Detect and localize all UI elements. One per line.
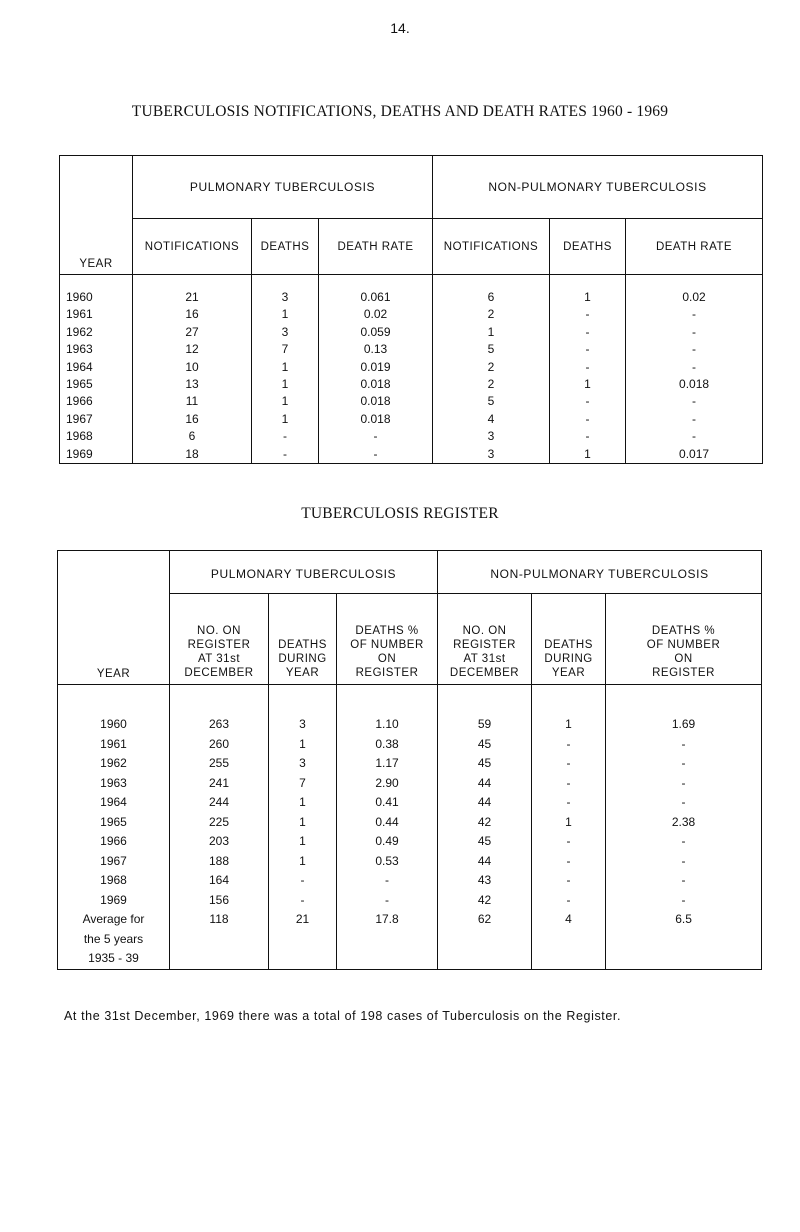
table-cell: 1960 [100,717,127,731]
table-cell [170,930,268,950]
table-cell: - [585,394,590,409]
table-cell: 1963 [100,775,127,790]
table-cell: 1 [299,834,306,848]
table-cell: - [566,853,571,868]
table-cell [337,949,437,969]
table-cell: 1962 [100,756,127,770]
table-cell: 0.53 [375,853,399,868]
table-cell: 45 [477,736,492,751]
table-cell: - [681,834,686,848]
table-cell: - [566,795,571,809]
table-cell: 1 [299,853,306,868]
table-cell: 1 [281,359,289,374]
table-cell: 1 [281,411,289,426]
register-table [57,550,762,970]
table-cell: 16 [185,411,199,426]
table-cell [606,930,761,950]
table-cell: - [692,307,697,322]
pulmonary-deaths-column [269,715,336,969]
table-cell: 1 [584,446,591,461]
table-cell: 244 [208,795,230,809]
non-pulmonary-on-register-column [438,715,531,969]
table-cell: 3 [299,717,306,731]
page-number: 14. [390,20,410,36]
table-cell: - [585,411,590,426]
table-cell: 3 [281,290,289,304]
table-cell: - [681,736,686,751]
table-cell: 0.41 [375,795,399,809]
pulmonary-on-register-column [170,715,268,969]
table-cell: 0.13 [363,342,388,357]
table-cell [532,930,605,950]
table-cell: 260 [208,736,230,751]
table-cell: 1 [565,717,572,731]
col-header-deaths-during-year: DEATHS DURING YEAR [269,594,337,685]
table-cell: - [566,892,571,907]
non-pulmonary-deaths-column [532,715,605,969]
table-cell: 1 [299,814,306,829]
table-cell: 62 [477,912,492,926]
col-header-deaths-percent: DEATHS % OF NUMBER ON REGISTER [606,594,762,685]
year-header: YEAR [60,156,133,275]
table-cell [337,930,437,950]
year-column [58,715,169,969]
table-cell: - [681,775,686,790]
table-cell: 0.49 [375,834,399,848]
table-cell: - [692,394,697,409]
table-cell: 0.02 [363,307,388,322]
col-header-notifications: NOTIFICATIONS [133,219,252,275]
table-cell: 1 [487,324,495,339]
notifications-title: TUBERCULOSIS NOTIFICATIONS, DEATHS AND DEATH RATES 1960 - 1969 [131,103,669,120]
table-cell: 12 [185,342,199,357]
table-cell: 1965 [66,376,93,391]
col-header-death-rate: DEATH RATE [319,219,433,275]
pulmonary-death-rate-column [319,289,432,463]
table-cell: - [681,853,686,868]
table-cell: - [385,873,389,887]
table-cell: 44 [477,775,492,790]
table-cell: - [692,342,697,357]
table-cell: 255 [208,756,230,770]
table-cell: - [373,429,378,444]
table-cell: - [692,359,697,374]
table-cell [532,949,605,969]
table-cell: 0.018 [360,411,391,426]
table-cell [269,949,336,969]
table-cell: 5 [487,342,495,357]
table-cell: 1 [281,376,289,391]
table-cell: 0.44 [375,814,399,829]
col-header-deaths: DEATHS [550,219,626,275]
col-header-death-rate: DEATH RATE [626,219,763,275]
table-cell: 59 [477,717,492,731]
table-cell: 188 [208,853,230,868]
table-cell: - [566,736,571,751]
table-cell: 2 [487,359,495,374]
table-cell: 6 [487,290,495,304]
table-cell: - [681,756,686,770]
table-cell: 1967 [66,411,93,426]
table-cell: 13 [185,376,199,391]
table-cell: 1.17 [375,756,399,770]
non-pulmonary-notifications-column [433,289,549,463]
table-cell: 42 [477,892,492,907]
table-cell: 42 [477,814,492,829]
table-cell [438,949,531,969]
table-cell: 1 [584,290,591,304]
non-pulmonary-deaths-percent-column [606,715,761,969]
table-cell: 2 [487,376,495,391]
table-cell: 0.018 [679,376,710,391]
table-cell: - [566,775,571,790]
table-cell: - [283,446,287,461]
table-cell: - [385,892,389,907]
table-cell: 11 [185,394,199,409]
table-cell: 2 [487,307,495,322]
table-cell: 1 [565,814,572,829]
table-cell: 7 [299,775,306,790]
table-cell: 0.059 [360,324,391,339]
non-pulmonary-group-header: NON-PULMONARY TUBERCULOSIS [433,156,763,219]
register-title: TUBERCULOSIS REGISTER [301,505,499,522]
table-cell: 1962 [66,324,93,339]
table-cell: 21 [295,912,310,926]
table-cell [438,930,531,950]
table-cell: 0.38 [375,736,399,751]
pulmonary-deaths-column [252,289,318,463]
pulmonary-group-header: PULMONARY TUBERCULOSIS [133,156,433,219]
col-header-deaths: DEATHS [252,219,319,275]
table-cell: - [585,307,590,322]
col-header-deaths-during-year: DEATHS DURING YEAR [532,594,606,685]
table-cell: 21 [185,290,199,304]
table-cell: 1966 [66,394,93,409]
table-cell: 1935 - 39 [88,951,139,965]
col-header-no-on-register: NO. ON REGISTER AT 31st DECEMBER [170,594,269,685]
table-cell [170,949,268,969]
non-pulmonary-group-header: NON-PULMONARY TUBERCULOSIS [438,551,762,594]
table-cell: 43 [477,873,492,887]
table-cell: 0.017 [679,446,710,461]
table-cell: 1960 [66,290,93,304]
table-cell: 118 [209,912,229,926]
table-cell: 1969 [100,892,127,907]
table-cell: - [692,324,697,339]
table-cell: 1961 [100,736,127,751]
table-cell: - [692,411,697,426]
table-cell: 17.8 [375,912,399,926]
table-cell: - [566,756,571,770]
col-header-no-on-register: NO. ON REGISTER AT 31st DECEMBER [438,594,532,685]
year-header: YEAR [58,551,170,685]
table-cell: 1968 [100,873,127,887]
table-cell: - [681,873,686,887]
col-header-deaths-percent: DEATHS % OF NUMBER ON REGISTER [337,594,438,685]
table-cell: - [585,342,590,357]
table-cell: 10 [185,359,199,374]
table-cell: Average for [82,912,145,926]
table-cell [269,930,336,950]
table-cell: - [373,446,378,461]
table-cell: 203 [208,834,230,848]
table-cell: 1 [299,736,306,751]
table-cell: 2.38 [671,814,696,829]
table-cell: - [566,834,571,848]
table-cell: 6.5 [675,912,692,926]
table-cell: 1965 [100,814,127,829]
col-header-notifications: NOTIFICATIONS [433,219,550,275]
non-pulmonary-deaths-column [550,289,625,463]
table-cell: 45 [477,756,492,770]
table-cell: - [585,324,590,339]
pulmonary-notifications-column [133,289,251,463]
table-cell: - [300,892,305,907]
table-cell: the 5 years [83,931,144,946]
table-cell: 0.019 [360,359,391,374]
table-cell: - [283,429,287,444]
table-cell: 1 [584,376,591,391]
table-cell: 0.018 [360,376,391,391]
table-cell: 6 [188,429,196,444]
table-cell: 3 [299,756,306,770]
table-cell: 0.061 [360,290,391,304]
table-cell: 18 [185,446,199,461]
table-cell: 1968 [66,429,93,444]
table-cell: 1964 [100,795,127,809]
table-cell: 4 [487,411,495,426]
table-cell: 1.10 [375,717,399,731]
table-cell: 1 [299,795,306,809]
table-cell: - [681,892,686,907]
table-cell: 1967 [100,853,127,868]
table-cell: - [585,429,590,444]
table-cell: 1966 [100,834,127,848]
pulmonary-group-header: PULMONARY TUBERCULOSIS [170,551,438,594]
table-cell: 5 [487,394,495,409]
table-cell: 3 [487,446,495,461]
table-cell: 27 [185,324,199,339]
table-cell: 45 [477,834,492,848]
table-cell: 7 [281,342,289,357]
table-cell: 2.90 [375,775,399,790]
table-cell: 4 [565,912,572,926]
table-cell: 1 [281,307,289,322]
table-cell: 3 [487,429,495,444]
table-cell: 225 [208,814,230,829]
table-cell: 44 [477,853,492,868]
table-cell: 1969 [66,446,93,461]
table-cell: 16 [185,307,199,322]
table-cell: 1963 [66,342,93,357]
table-cell: 1.69 [671,717,696,731]
table-cell: 3 [281,324,289,339]
table-cell: 0.018 [360,394,391,409]
table-cell: - [300,873,305,887]
table-cell: 1961 [66,307,93,322]
table-cell: 1 [281,394,289,409]
table-cell: - [585,359,590,374]
non-pulmonary-death-rate-column [626,289,762,463]
table-cell: 44 [477,795,492,809]
register-total-note: At the 31st December, 1969 there was a total of 198 cases of Tuberculosis on the Register. [64,1009,622,1023]
table-cell: 156 [208,892,230,907]
table-cell: 0.02 [682,290,706,304]
year-column [60,289,132,463]
table-cell: 1964 [66,359,93,374]
table-cell: - [692,429,697,444]
table-cell: 241 [208,775,230,790]
table-cell: - [566,873,571,887]
table-cell [606,949,761,969]
table-cell: - [681,795,686,809]
table-cell: 164 [208,873,230,887]
table-cell: 263 [208,717,230,731]
notifications-table [59,155,763,464]
pulmonary-deaths-percent-column [337,715,437,969]
